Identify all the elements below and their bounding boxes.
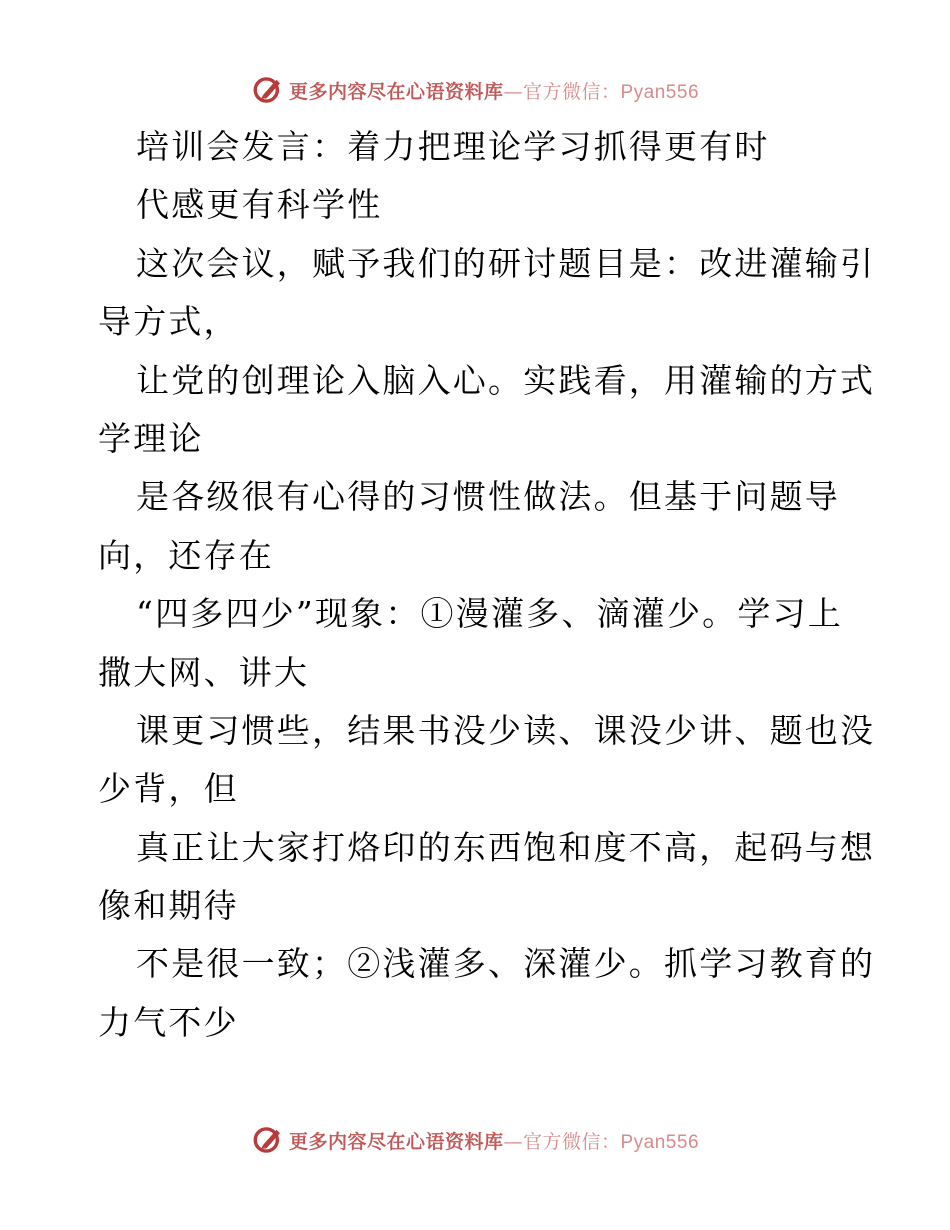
header-banner (0, 70, 950, 110)
document-line: 撒大网、讲大 (98, 652, 310, 692)
document-line: 学理论 (98, 418, 204, 458)
footer-wechat-id: Pyan556 (620, 1131, 700, 1153)
document-line: 像和期待 (98, 886, 239, 926)
footer-banner-bold: 更多内容尽在心语资料库 (288, 1130, 504, 1153)
document-body (98, 118, 876, 1052)
header-wechat-id: Pyan556 (620, 81, 700, 103)
document-line: 代感更有科学性 (136, 185, 383, 225)
document-line: 课更习惯些，结果书没少读、课没少讲、题也没 (136, 710, 876, 750)
header-banner-rest: —官方微信： (503, 80, 621, 103)
pen-nib-logo-icon (251, 73, 285, 107)
footer-banner-rest: —官方微信： (503, 1130, 621, 1153)
header-banner-text (289, 77, 699, 104)
document-line: 这次会议，赋予我们的研讨题目是：改进灌输引 (136, 243, 876, 283)
footer-banner-text (289, 1127, 699, 1154)
document-line: 向，还存在 (98, 535, 274, 575)
document-line: 是各级很有心得的习惯性做法。但基于问题导 (136, 477, 840, 517)
document-line: 力气不少 (98, 1002, 239, 1042)
footer-banner (0, 1120, 950, 1160)
document-line: 让党的创理论入脑入心。实践看，用灌输的方式 (136, 360, 876, 400)
header-banner-bold: 更多内容尽在心语资料库 (288, 80, 504, 103)
document-line: 不是很一致；②浅灌多、深灌少。抓学习教育的 (136, 944, 876, 984)
pen-nib-logo-icon (251, 1123, 285, 1157)
document-line: “四多四少”现象：①漫灌多、滴灌少。学习上 (136, 594, 843, 634)
document-line: 真正让大家打烙印的东西饱和度不高，起码与想 (136, 827, 876, 867)
document-line: 培训会发言：着力把理论学习抓得更有时 (136, 127, 770, 166)
document-line: 导方式， (98, 302, 239, 342)
document-line: 少背，但 (98, 769, 239, 809)
